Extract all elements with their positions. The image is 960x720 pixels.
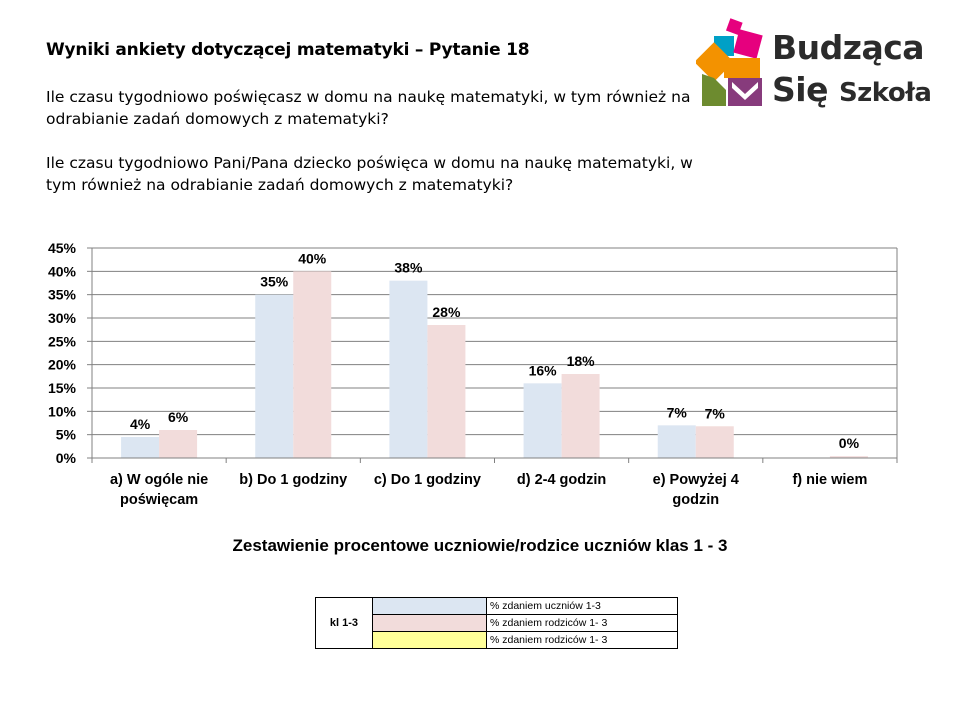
page-title: Wyniki ankiety dotyczącej matematyki – Pytanie 18	[46, 40, 530, 60]
y-tick-label: 20%	[47, 356, 76, 373]
data-label: 0%	[838, 435, 860, 452]
chart-title: Zestawienie procentowe uczniowie/rodzice uczniów klas 1 - 3	[232, 536, 728, 555]
legend-label-parents-extra: % zdaniem rodziców 1- 3	[487, 632, 678, 649]
legend-class-label: kl 1-3	[316, 598, 373, 649]
y-tick-label: 15%	[47, 380, 76, 396]
bar-students	[658, 425, 696, 458]
legend-row	[316, 598, 678, 615]
bar-students	[121, 437, 159, 458]
x-category-label: a) W ogóle nie	[109, 472, 209, 488]
legend-swatch-students	[373, 598, 487, 615]
bar-students	[389, 281, 427, 458]
y-tick-label: 25%	[47, 333, 76, 350]
logo-text-line1: Budząca	[772, 28, 925, 67]
data-label: 38%	[394, 259, 423, 276]
bar-parents	[562, 374, 600, 458]
data-label: 4%	[129, 416, 151, 432]
logo-emblem-icon	[696, 18, 772, 114]
y-tick-label: 5%	[55, 426, 76, 443]
x-category-label: e) Powyżej 4	[652, 472, 739, 488]
y-tick-label: 30%	[47, 310, 76, 326]
legend-swatch-parents	[373, 615, 487, 632]
x-category-label: d) 2-4 godzin	[516, 472, 607, 488]
x-category-label: godzin	[672, 492, 720, 508]
x-category-label: c) Do 1 godziny	[373, 472, 481, 488]
legend-swatch-parents-extra	[373, 632, 487, 649]
data-label: 40%	[298, 250, 327, 267]
question-students: Ile czasu tygodniowo poświęcasz w domu na naukę matematyki, w tym również na odrabianie zadań domowych z matematyki?	[46, 88, 691, 128]
question-parents: Ile czasu tygodniowo Pani/Pana dziecko poświęca w domu na naukę matematyki, w tym również na odrabianie zadań domowych z matematyki?	[46, 154, 693, 194]
logo-text-line2b: Szkoła	[838, 78, 932, 108]
y-tick-label: 40%	[47, 263, 76, 280]
bar-students	[255, 295, 293, 458]
legend-label-parents: % zdaniem rodziców 1- 3	[487, 615, 678, 632]
bar-parents	[696, 426, 734, 458]
bar-parents	[427, 325, 465, 458]
data-label: 16%	[528, 362, 557, 379]
y-tick-label: 0%	[55, 450, 76, 466]
bar-students	[524, 383, 562, 458]
legend-table	[315, 597, 678, 649]
data-label: 6%	[167, 409, 189, 425]
x-category-label: b) Do 1 godziny	[239, 472, 348, 488]
budzaca-sie-szkola-logo	[696, 18, 946, 114]
legend-label-students: % zdaniem uczniów 1-3	[487, 598, 678, 615]
y-tick-label: 35%	[47, 286, 76, 303]
bar-chart	[0, 230, 960, 520]
logo-text-line2	[772, 70, 931, 109]
data-label: 18%	[566, 353, 595, 369]
data-label: 35%	[260, 273, 289, 290]
bar-parents	[159, 430, 197, 458]
x-category-label: poświęcam	[119, 492, 199, 508]
y-tick-label: 45%	[47, 240, 76, 256]
y-tick-label: 10%	[47, 403, 76, 420]
bar-parents	[293, 271, 331, 458]
data-label: 7%	[704, 405, 725, 422]
data-label: 7%	[666, 404, 687, 421]
x-category-label: f) nie wiem	[792, 472, 868, 488]
logo-text-line2a: Się	[772, 70, 839, 109]
data-label: 28%	[432, 304, 461, 320]
